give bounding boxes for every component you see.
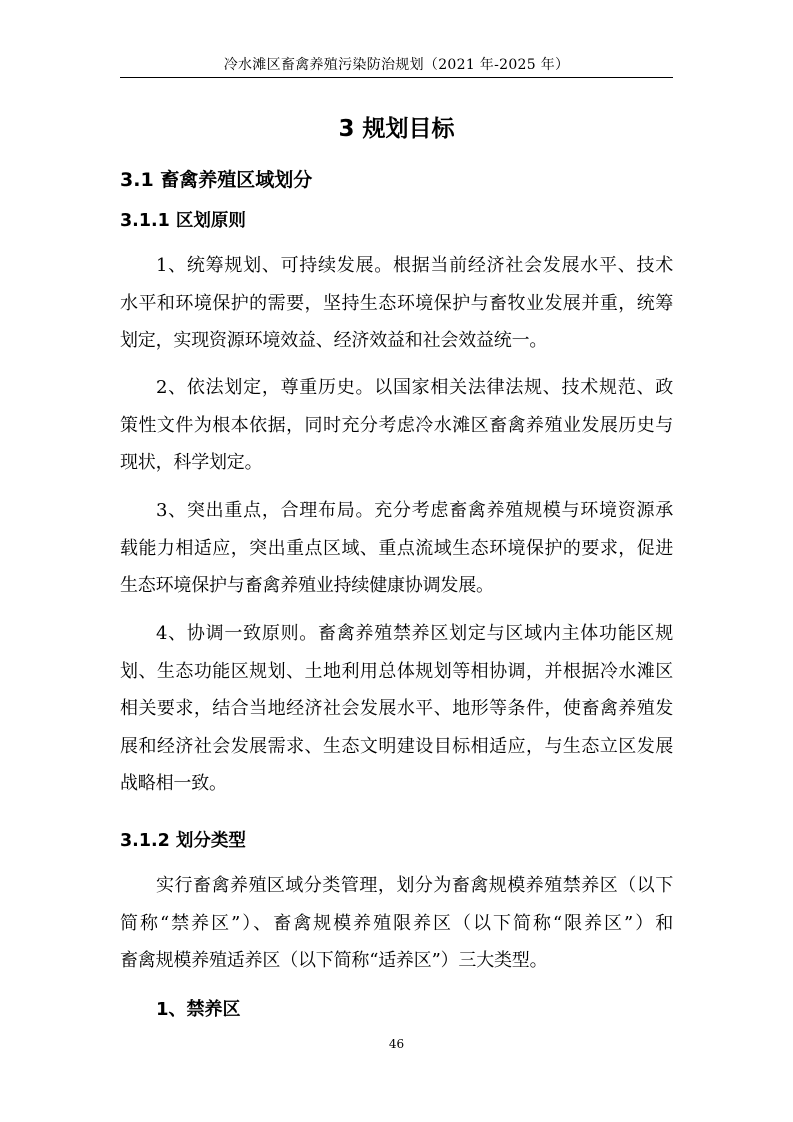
text-line: 划定，实现资源环境效益、经济效益和社会效益统一。 (120, 330, 548, 351)
text-line: 2、依法划定，尊重历史。以国家相关法律法规、技术规范、政 (156, 377, 673, 398)
text-line: 展和经济社会发展需求、生态文明建设目标相适应，与生态立区发展 (120, 735, 673, 757)
text-line: 相关要求，结合当地经济社会发展水平、地形等条件，使畜禽养殖发 (120, 698, 673, 719)
text-line: 4、协调一致原则。畜禽养殖禁养区划定与区域内主体功能区规 (156, 623, 673, 644)
item-label-prohibited-zone: 1、禁养区 (156, 999, 241, 1020)
chapter-title: 3 规划目标 (338, 116, 455, 142)
text-line: 水平和环境保护的需要，坚持生态环境保护与畜牧业发展并重，统筹 (120, 292, 673, 314)
text-line: 3、突出重点，合理布局。充分考虑畜禽养殖规模与环境资源承 (156, 500, 673, 521)
text-line: 划、生态功能区规划、土地利用总体规划等相协调，并根据冷水滩区 (120, 660, 673, 682)
paragraph-principle-2 (120, 369, 673, 482)
paragraph-types (120, 867, 673, 980)
text-line: 实行畜禽养殖区域分类管理，划分为畜禽规模养殖禁养区（以下 (156, 875, 673, 896)
subsection-heading-types: 3.1.2 划分类型 (120, 831, 246, 851)
running-header: 冷水滩区畜禽养殖污染防治规划（2021 年-2025 年） (223, 57, 570, 73)
text-line: 1、统筹规划、可持续发展。根据当前经济社会发展水平、技术 (156, 255, 673, 276)
paragraph-principle-3 (120, 492, 673, 605)
text-line: 畜禽规模养殖适养区（以下简称“适养区”）三大类型。 (120, 950, 548, 971)
text-line: 策性文件为根本依据，同时充分考虑冷水滩区畜禽养殖业发展历史与 (120, 414, 673, 436)
section-heading: 3.1 畜禽养殖区域划分 (120, 169, 313, 191)
page-number: 46 (388, 1037, 405, 1051)
paragraph-principle-1 (120, 247, 673, 360)
header-divider (120, 77, 673, 78)
paragraph-principle-4 (120, 615, 673, 803)
text-line: 载能力相适应，突出重点区域、重点流域生态环境保护的要求，促进 (120, 537, 673, 559)
text-line: 简称“禁养区”）、畜禽规模养殖限养区（以下简称“限养区”）和 (120, 912, 673, 934)
text-line: 现状，科学划定。 (120, 452, 263, 473)
subsection-heading-principles: 3.1.1 区划原则 (120, 211, 246, 231)
text-line: 战略相一致。 (120, 773, 227, 794)
text-line: 生态环境保护与畜禽养殖业持续健康协调发展。 (120, 575, 494, 596)
